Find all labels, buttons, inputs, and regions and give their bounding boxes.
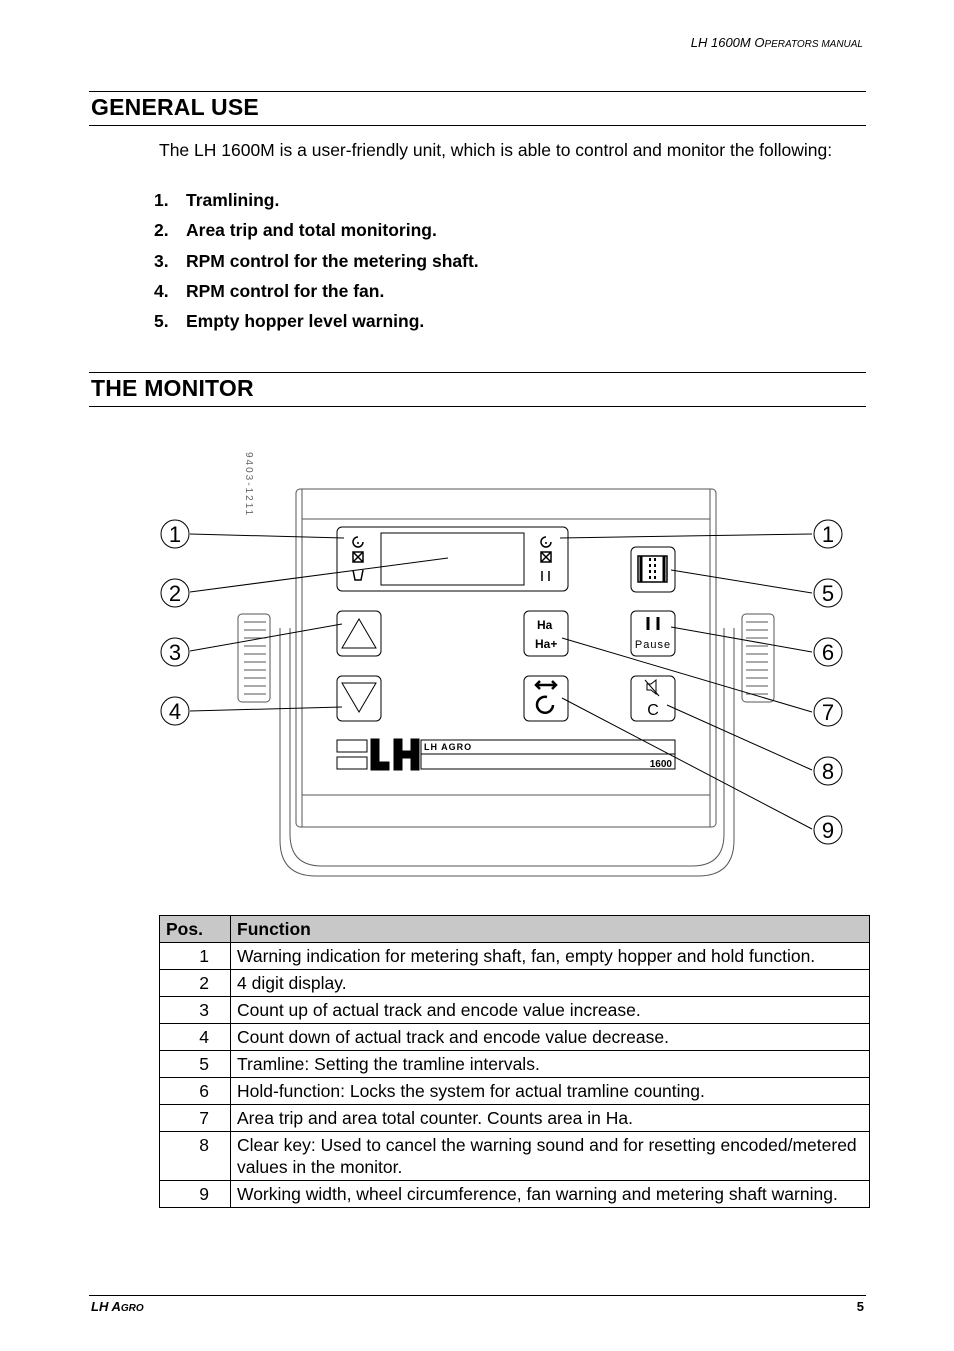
cell-pos: 8 [160,1132,231,1181]
list-item-text: RPM control for the fan. [186,280,385,301]
monitor-body [296,489,716,827]
table-row [160,1024,870,1051]
table-row [160,997,870,1024]
section-rule-top [89,372,866,373]
pause-key-label: Pause [634,639,672,651]
cell-pos: 4 [160,1024,231,1051]
table-row [160,943,870,970]
footer-brand-prefix: LH A [91,1299,121,1314]
cell-function: Tramline: Setting the tramline intervals. [231,1051,870,1078]
cell-function: Clear key: Used to cancel the warning sound and for resetting encoded/metered values in the monitor. [231,1132,870,1181]
list-item-text: Area trip and total monitoring. [186,220,437,241]
cell-function: Working width, wheel circumference, fan warning and metering shaft warning. [231,1181,870,1208]
warning-indicators-right [541,537,551,581]
section-title-general-use: GENERAL USE [91,94,259,120]
footer-rule [89,1295,866,1296]
cell-function: Hold-function: Locks the system for actual tramline counting. [231,1078,870,1105]
section-rule-bottom [89,125,866,126]
intro-paragraph: The LH 1600M is a user-friendly unit, which is able to control and monitor the following: [159,140,833,160]
callout-label: 1 [168,522,182,547]
footer-brand-smallcaps: GRO [120,1303,144,1314]
section-rule-bottom [89,406,866,407]
list-item-text: Tramlining. [186,190,280,210]
callout-2 [161,579,189,607]
clear-key[interactable] [631,676,675,721]
callout-1 [161,520,189,548]
list-item-number: 3. [154,250,169,271]
cell-pos: 6 [160,1078,231,1105]
callout-label: 2 [168,581,182,606]
callout-label: 8 [821,759,835,784]
list-item-number: 5. [154,311,169,332]
pause-key[interactable] [631,611,675,656]
running-header-prefix: LH 1600M O [690,35,765,50]
up-key[interactable] [337,611,381,656]
list-item-number: 4. [154,280,169,301]
monitor-diagram [150,440,850,885]
callout-label: 1 [821,522,835,547]
leader-lines [190,534,812,829]
feature-list [154,190,479,341]
display-panel [337,527,568,591]
callout-7 [814,698,842,726]
cell-function: Warning indication for metering shaft, fan, empty hopper and hold function. [231,943,870,970]
right-knob [742,614,774,702]
tramline-key[interactable] [631,547,675,592]
callout-label: 4 [168,699,182,724]
ha-key[interactable] [524,611,568,656]
callout-5 [814,579,842,607]
column-header-pos: Pos. [160,916,231,943]
table-row [160,1105,870,1132]
callout-1 [814,520,842,548]
section-rule-top [89,91,866,92]
list-item-number: 1. [154,190,169,210]
callout-6 [814,638,842,666]
list-item [154,251,479,281]
list-item-number: 2. [154,220,169,241]
ha-plus-key-label: Ha+ [535,637,558,651]
list-item-text: RPM control for the metering shaft. [186,250,479,271]
running-header-smallcaps: PERATORS MANUAL [764,39,863,50]
cell-pos: 5 [160,1051,231,1078]
clear-key-label: C [647,702,659,719]
cell-pos: 3 [160,997,231,1024]
callout-label: 5 [821,581,835,606]
brand-name: LH AGRO [424,742,473,752]
page-number: 5 [856,1299,864,1314]
list-item-text: Empty hopper level warning. [186,311,425,332]
cell-function: Area trip and area total counter. Counts area in Ha. [231,1105,870,1132]
cell-function: Count down of actual track and encode value decrease. [231,1024,870,1051]
callout-label: 7 [821,700,835,725]
list-item [154,220,479,250]
brand-plate [337,739,675,770]
drawing-code: 9403-1211 [243,452,254,518]
ha-key-label: Ha [537,618,553,632]
callout-label: 9 [821,818,835,843]
cell-pos: 1 [160,943,231,970]
left-knob [238,614,270,702]
table-row [160,970,870,997]
callouts-right [814,520,842,844]
down-key[interactable] [337,676,381,721]
working-width-key[interactable] [524,676,568,721]
function-table [159,915,870,1208]
callout-label: 3 [168,640,182,665]
callout-4 [161,697,189,725]
cell-function: Count up of actual track and encode value increase. [231,997,870,1024]
column-header-function: Function [231,916,870,943]
table-row [160,1132,870,1181]
list-item [154,311,479,341]
cell-pos: 9 [160,1181,231,1208]
table-row [160,1051,870,1078]
table-row [160,1181,870,1208]
cell-pos: 2 [160,970,231,997]
cell-function: 4 digit display. [231,970,870,997]
callout-9 [814,816,842,844]
callout-3 [161,638,189,666]
list-item [154,190,479,220]
model-number: 1600 [649,759,672,770]
callout-label: 6 [821,640,835,665]
callouts-left [161,520,189,725]
table-row [160,1078,870,1105]
table-header-row [160,916,870,943]
cell-pos: 7 [160,1105,231,1132]
warning-indicators-left [353,537,363,580]
running-header [691,35,863,50]
list-item [154,281,479,311]
section-title-monitor: THE MONITOR [91,375,254,401]
callout-8 [814,757,842,785]
footer-brand [91,1299,144,1314]
